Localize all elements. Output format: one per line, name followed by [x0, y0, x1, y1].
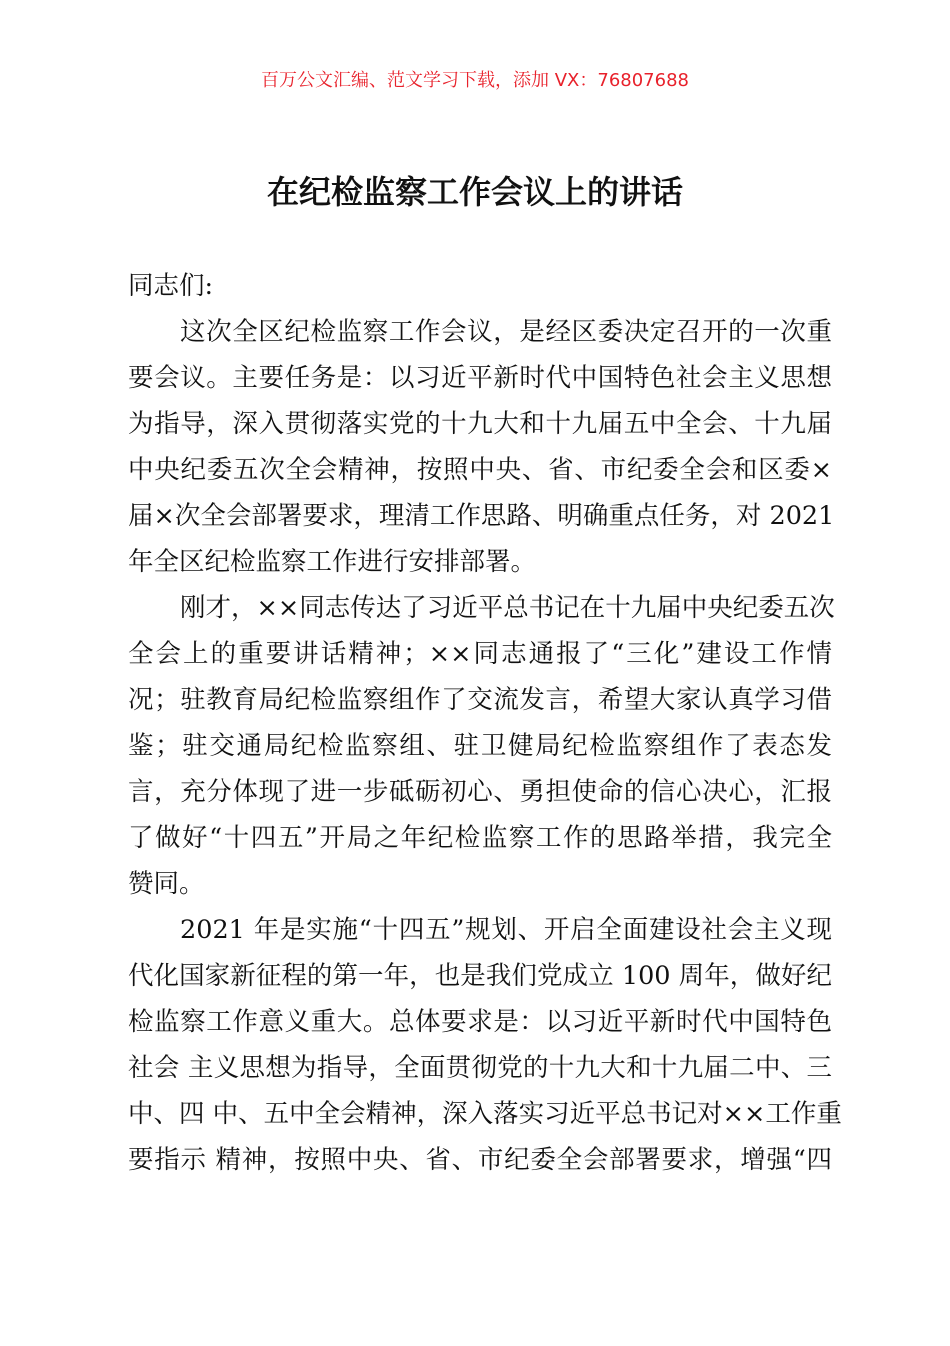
paragraph-1-line-3: 为指导，深入贯彻落实党的十九大和十九届五中全会、十九届 [128, 409, 832, 439]
paragraph-2-line-7: 赞同。 [128, 869, 205, 899]
paragraph-3-line-3: 检监察工作意义重大。总体要求是：以习近平新时代中国特色 [128, 1007, 832, 1037]
paragraph-2-line-2: 全会上的重要讲话精神；××同志通报了“三化”建设工作情 [128, 639, 832, 669]
watermark-header: 百万公文汇编、范文学习下载，添加 VX：76807688 [261, 70, 689, 91]
paragraph-2-line-6: 了做好“十四五”开局之年纪检监察工作的思路举措，我完全 [128, 823, 832, 853]
paragraph-2-line-4: 鉴；驻交通局纪检监察组、驻卫健局纪检监察组作了表态发 [128, 731, 832, 761]
paragraph-1-line-4: 中央纪委五次全会精神，按照中央、省、市纪委全会和区委× [128, 455, 832, 485]
paragraph-1-line-2: 要会议。主要任务是：以习近平新时代中国特色社会主义思想 [128, 363, 832, 393]
paragraph-3-line-6: 要指示 精神，按照中央、省、市纪委全会部署要求，增强“四 [128, 1145, 832, 1175]
paragraph-2-line-3: 况；驻教育局纪检监察组作了交流发言，希望大家认真学习借 [128, 685, 832, 715]
paragraph-1-line-6: 年全区纪检监察工作进行安排部署。 [128, 547, 537, 577]
paragraph-3-line-2: 代化国家新征程的第一年，也是我们党成立 100 周年，做好纪 [128, 961, 832, 991]
paragraph-1-line-5: 届×次全会部署要求，理清工作思路、明确重点任务，对 2021 [128, 501, 835, 531]
paragraph-2-line-5: 言，充分体现了进一步砥砺初心、勇担使命的信心决心，汇报 [128, 777, 832, 807]
paragraph-3-line-1: 2021 年是实施“十四五”规划、开启全面建设社会主义现 [180, 915, 832, 945]
salutation: 同志们: [128, 271, 214, 301]
paragraph-1-line-1: 这次全区纪检监察工作会议，是经区委决定召开的一次重 [180, 317, 832, 347]
document-body [128, 263, 842, 1183]
paragraph-3-line-5: 中、四 中、五中全会精神，深入落实习近平总书记对××工作重 [128, 1099, 842, 1129]
paragraph-3-line-4: 社会 主义思想为指导，全面贯彻党的十九大和十九届二中、三 [128, 1053, 832, 1083]
paragraph-2-line-1: 刚才，××同志传达了习近平总书记在十九届中央纪委五次 [180, 593, 835, 623]
page-title: 在纪检监察工作会议上的讲话 [266, 173, 683, 211]
